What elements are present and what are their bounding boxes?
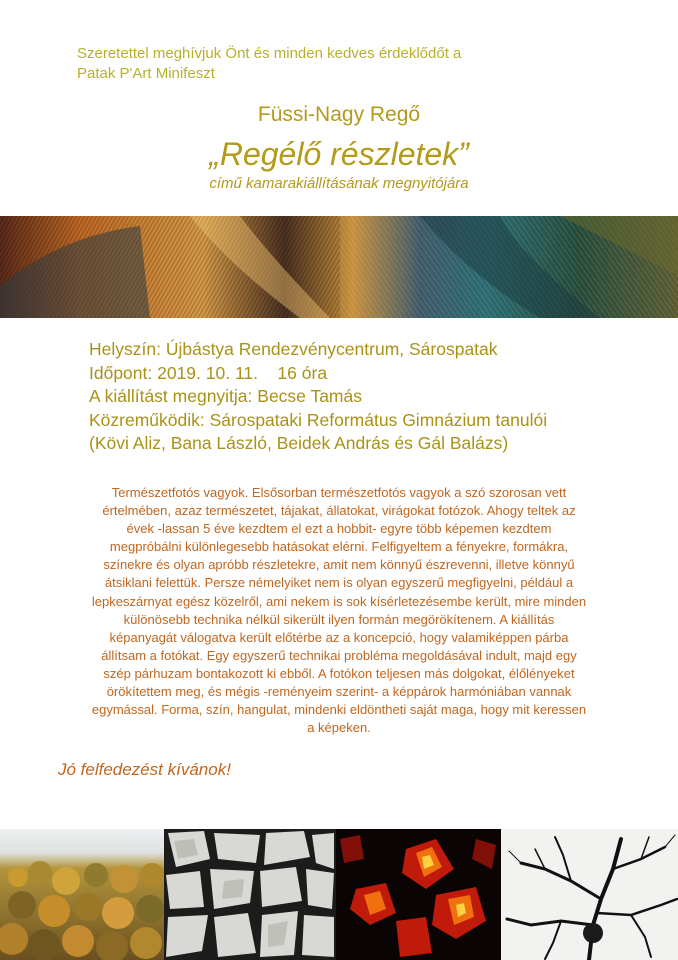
author-name: Füssi-Nagy Regő [257,103,421,126]
statement-line: örökítettem meg, és mégis -reményeim szerint- a képpárok harmóniában vannak [106,684,572,700]
statement-line: megpróbálni különlegesebb hatásokat elérni. Felfigyeltem a fényekre, formákra, [109,539,569,555]
red-crystal-photo [336,829,501,960]
closing-wish: Jó felfedezést kívánok! [58,760,231,779]
event-details [89,338,659,456]
photo-strip [0,829,678,960]
feather-closeup-banner [0,216,678,318]
cracked-earth-photo [164,829,336,960]
statement-line: lepkeszárnyat egész közelről, ami nekem is sok kísérletezésembe került, mire minden [91,593,587,609]
statement-line: évek -lassan 5 éve kezdtem el ezt a hobbit- egyre több képemen kezdtem [126,521,552,537]
statement-line: egymással. Forma, szín, hangulat, mindenki eldöntheti saját maga, hogy mit keressen [91,702,587,718]
location-line: Helyszín: Újbástya Rendezvénycentrum, Sárospatak [89,339,498,359]
statement-line: Természetfotós vagyok. Elsősorban természetfotós vagyok a szó szorosan vett [111,485,567,500]
opener-line: A kiállítást megnyitja: Becse Tamás [89,386,362,406]
statement-line: átsiklani felettük. Persze némelyiket nem is olyan egyszerű megfigyelni, például a [104,575,574,591]
exhibition-subtitle: című kamarakiállításának megnyitójára [209,175,469,192]
exhibition-title: „Regélő részletek” [209,136,469,172]
statement-line: színekre és olyan apróbb részletekre, amit nem könnyű észrevenni, illetve könnyű [103,557,575,573]
contributors-names-line: (Kövi Aliz, Bana László, Beidek András és Gál Balázs) [89,433,509,453]
statement-line: különösebb technika nélkül sikerült ilyen formán megörökítenem. A kiállítás [123,611,555,627]
time-line: Időpont: 2019. 10. 11. 16 óra [89,362,328,383]
branching-crack-bw-photo [501,829,678,960]
invitation-text [77,44,637,84]
statement-line: szép párhuzam bontakozott ki ebből. A fotókon teljesen más dolgokat, élőlényeket [103,665,575,681]
statement-line: a képeken. [307,720,371,736]
statement-line: értelmében, azaz természetet, tájakat, állatokat, virágokat fotózok. Ahogy teltek az [102,503,576,519]
artist-statement [40,484,638,737]
autumn-forest-photo [0,829,164,960]
statement-line: képanyagát válogatva került előtérbe az a koncepció, hogy valamiképpen párba [109,629,569,645]
statement-line: állítsam a fotókat. Egy egyszerű technikai probléma megoldásával indult, majd egy [101,647,577,663]
invitation-line: Patak P'Art Minifeszt [77,65,215,82]
invitation-line: Szeretettel meghívjuk Önt és minden kedves érdeklődőt a [77,45,462,62]
contributors-line: Közreműködik: Sárospataki Református Gimnázium tanulói [89,409,548,430]
